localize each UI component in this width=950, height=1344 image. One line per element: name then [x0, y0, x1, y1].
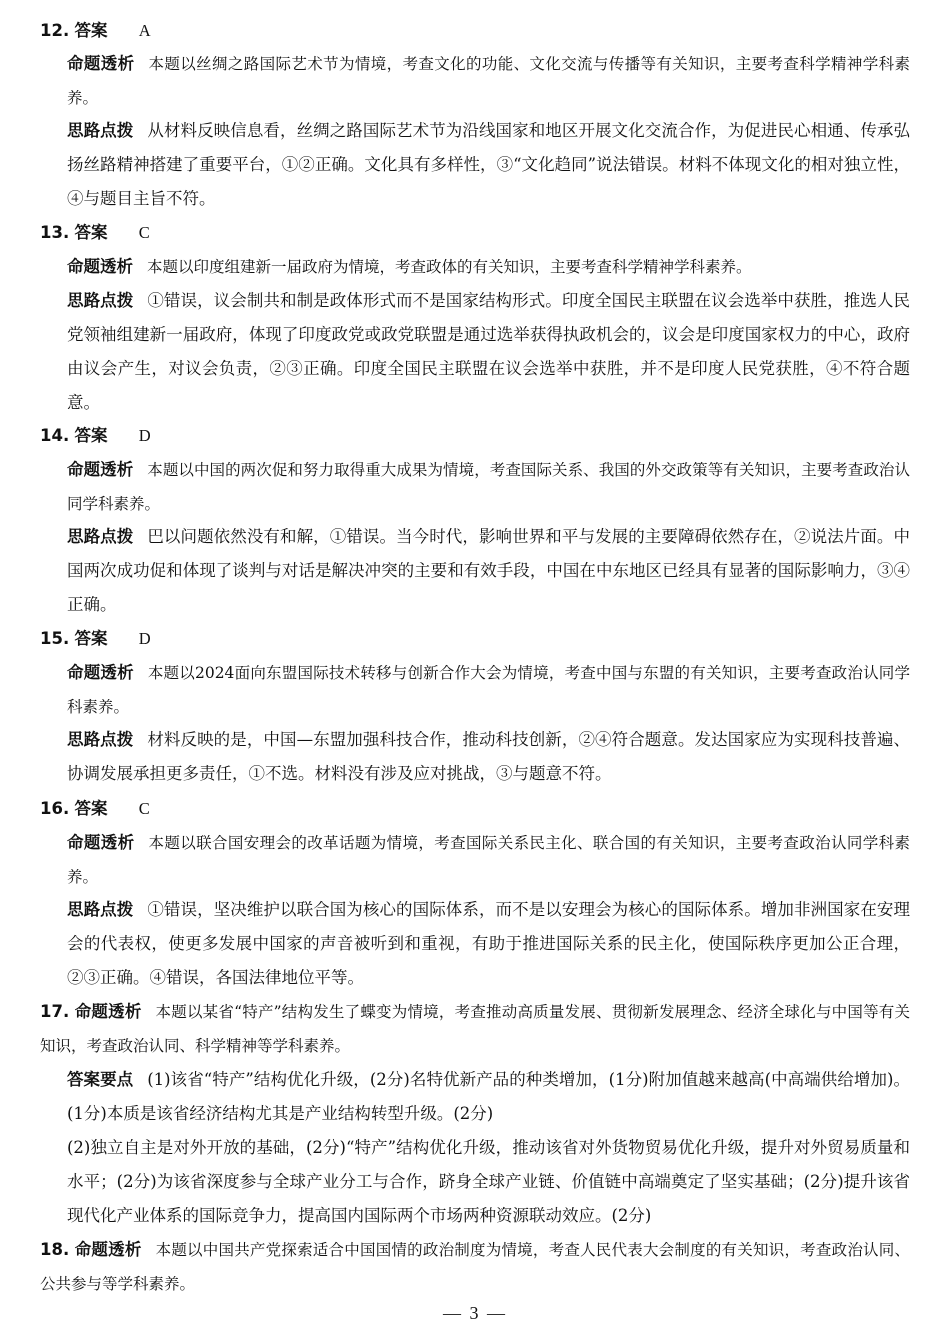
q15-number: 15.: [40, 629, 70, 648]
q18-analysis: [40, 1233, 910, 1301]
q16-analysis: [67, 826, 910, 894]
q12-answer-label: 答案: [74, 21, 108, 40]
q15-analysis: [67, 656, 910, 724]
q14-number: 14.: [40, 426, 70, 445]
q15-answer-label: 答案: [74, 629, 108, 648]
q12-analysis-label: 命题透析: [67, 54, 135, 73]
q17-key-2-text: (2)独立自主是对外开放的基础，(2分)“特产”结构优化升级，推动该省对外货物贸易优化升级，提升对外贸易质量和水平；(2分)为该省深度参与全球产业分工与合作，跻身全球产业链、价值链中高端奠定了坚实基础；(2分)提升该省现代化产业体系的国际竞争力，提高国内国际两个市场两种资源联动效应。(2分): [67, 1138, 910, 1225]
q17-analysis: [40, 995, 910, 1063]
q17-analysis-label: 命题透析: [74, 1002, 142, 1021]
q17-key-label: 答案要点: [67, 1070, 134, 1089]
q13-analysis: [67, 250, 910, 284]
q13-answer-line: [40, 216, 910, 250]
q17-analysis-text: 本题以某省“特产”结构发生了蝶变为情境，考查推动高质量发展、贯彻新发展理念、经济全球化与中国等有关知识，考查政治认同、科学精神等学科素养。: [40, 1003, 911, 1055]
q12-number: 12.: [40, 21, 70, 40]
q15-analysis-label: 命题透析: [67, 663, 134, 682]
q14-analysis-label: 命题透析: [67, 460, 134, 479]
q12-analysis: [67, 47, 910, 115]
q15-analysis-text: 本题以2024面向东盟国际技术转移与创新合作大会为情境，考查中国与东盟的有关知识，主要考查政治认同学科素养。: [67, 664, 910, 716]
q17-key-1: [67, 1063, 910, 1131]
q16-analysis-label: 命题透析: [67, 833, 135, 852]
q13-hint: [67, 284, 910, 420]
q14-hint-label: 思路点拨: [67, 527, 134, 546]
q14-answer: D: [138, 426, 151, 445]
q13-analysis-text: 本题以印度组建新一届政府为情境，考查政体的有关知识，主要考查科学精神学科素养。: [147, 258, 752, 276]
q16-hint: [67, 893, 910, 995]
q12-hint-text: 从材料反映信息看，丝绸之路国际艺术节为沿线国家和地区开展文化交流合作，为促进民心相通、传承弘扬丝路精神搭建了重要平台，①②正确。文化具有多样性，③“文化趋同”说法错误。材料不体现文化的相对独立性，④与题目主旨不符。: [67, 121, 911, 208]
q16-answer-line: [40, 792, 910, 826]
q16-answer: C: [138, 799, 150, 818]
q12-answer: A: [138, 21, 151, 40]
q12-hint-label: 思路点拨: [67, 121, 134, 140]
q16-analysis-text: 本题以联合国安理会的改革话题为情境，考查国际关系民主化、联合国的有关知识，主要考查政治认同学科素养。: [67, 834, 910, 886]
q15-hint-text: 材料反映的是，中国—东盟加强科技合作，推动科技创新，②④符合题意。发达国家应为实现科技普遍、协调发展承担更多责任，①不选。材料没有涉及应对挑战，③与题意不符。: [67, 730, 911, 783]
q18-analysis-label: 命题透析: [74, 1240, 142, 1259]
q17-number: 17.: [40, 1002, 70, 1021]
q16-number: 16.: [40, 799, 70, 818]
q13-hint-label: 思路点拨: [67, 291, 134, 310]
q13-answer-label: 答案: [74, 223, 108, 242]
q17-key-1-text: (1)该省“特产”结构优化升级，(2分)名特优新产品的种类增加，(1分)附加值越来越高(中高端供给增加)。(1分)本质是该省经济结构尤其是产业结构转型升级。(2分): [67, 1070, 910, 1123]
q12-answer-line: [40, 14, 910, 48]
q16-answer-label: 答案: [74, 799, 108, 818]
q15-answer: D: [138, 629, 151, 648]
q14-hint: [67, 520, 910, 622]
q15-answer-line: [40, 622, 910, 656]
q16-hint-label: 思路点拨: [67, 900, 134, 919]
q12-analysis-text: 本题以丝绸之路国际艺术节为情境，考查文化的功能、文化交流与传播等有关知识，主要考查科学精神学科素养。: [67, 55, 910, 107]
q14-answer-line: [40, 419, 910, 453]
q15-hint-label: 思路点拨: [67, 730, 134, 749]
q14-answer-label: 答案: [74, 426, 108, 445]
q13-answer: C: [138, 223, 150, 242]
q13-hint-text: ①错误，议会制共和制是政体形式而不是国家结构形式。印度全国民主联盟在议会选举中获胜，推选人民党领袖组建新一届政府，体现了印度政党或政党联盟是通过选举获得执政机会的，议会是印度国家权力的中心，政府由议会产生，对议会负责，②③正确。印度全国民主联盟在议会选举中获胜，并不是印度人民党获胜，④不符合题意。: [67, 291, 911, 412]
q14-analysis-text: 本题以中国的两次促和努力取得重大成果为情境，考查国际关系、我国的外交政策等有关知识，主要考查政治认同学科素养。: [67, 461, 911, 513]
q18-analysis-text: 本题以中国共产党探索适合中国国情的政治制度为情境，考查人民代表大会制度的有关知识，考查政治认同、公共参与等学科素养。: [40, 1241, 910, 1293]
page-number: — 3 —: [443, 1303, 507, 1323]
q13-number: 13.: [40, 223, 70, 242]
q13-analysis-label: 命题透析: [67, 257, 133, 276]
q18-number: 18.: [40, 1240, 70, 1259]
q12-hint: [67, 114, 910, 216]
q14-analysis: [67, 453, 910, 521]
q16-hint-text: ①错误，坚决维护以联合国为核心的国际体系，而不是以安理会为核心的国际体系。增加非洲国家在安理会的代表权，使更多发展中国家的声音被听到和重视，有助于推进国际关系的民主化，使国际秩序更加公正合理，②③正确。④错误，各国法律地位平等。: [67, 900, 911, 987]
q17-key-2: [67, 1131, 910, 1233]
q14-hint-text: 巴以问题依然没有和解，①错误。当今时代，影响世界和平与发展的主要障碍依然存在，②说法片面。中国两次成功促和体现了谈判与对话是解决冲突的主要和有效手段，中国在中东地区已经具有显著的国际影响力，③④正确。: [67, 527, 911, 614]
q15-hint: [67, 723, 910, 791]
